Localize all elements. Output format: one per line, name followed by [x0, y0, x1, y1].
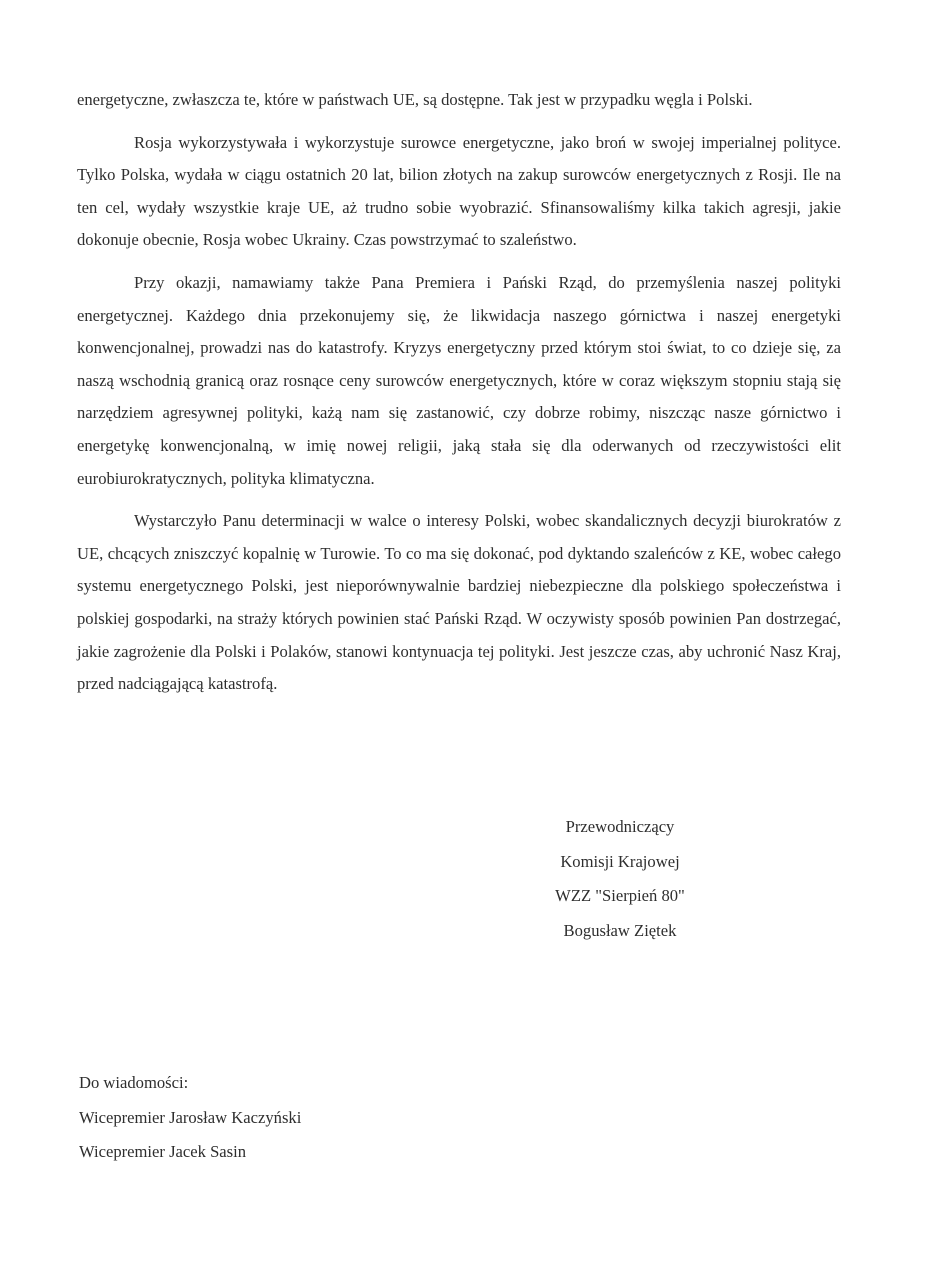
cc-block	[79, 1066, 301, 1170]
signature-block	[520, 810, 720, 948]
signature-body: Komisji Krajowej	[560, 851, 680, 871]
paragraph-russia-energy: Rosja wykorzystywała i wykorzystuje surowce energetyczne, jako broń w swojej imperialnej polityce. Tylko Polska, wydała w ciągu ostatnich 20 lat, bilion złotych na zakup surowców energetycznych z Rosji. Ile na ten cel, wydały wszystkie kraje UE, aż trudno sobie wyobrazić. Sfinansowaliśmy kilka takich agresji, jakie dokonuje obecnie, Rosja wobec Ukrainy. Czas powstrzymać to szaleństwo.	[77, 132, 841, 250]
cc-heading: Do wiadomości:	[79, 1073, 189, 1092]
cc-recipient: Wicepremier Jacek Sasin	[79, 1142, 247, 1161]
signature-title: Przewodniczący	[565, 817, 675, 836]
cc-recipient: Wicepremier Jarosław Kaczyński	[79, 1107, 302, 1127]
paragraph-continuation: energetyczne, zwłaszcza te, które w państwach UE, są dostępne. Tak jest w przypadku węgla i Polski.	[77, 90, 753, 109]
signature-name: Bogusław Ziętek	[563, 920, 677, 940]
paragraph-energy-policy: Przy okazji, namawiamy także Pana Premiera i Pański Rząd, do przemyślenia naszej polityki energetycznej. Każdego dnia przekonujemy się, że likwidacja naszego górnictwa i naszej energetyki konwencjonalnej, prowadzi nas do katastrofy. Kryzys energetyczny przed którym stoi świat, to co dzieje się, za naszą wschodnią granicą oraz rosnące ceny surowców energetycznych, które w coraz większym stopniu stają się narzędziem agresywnej polityki, każą nam się zastanowić, czy dobrze robimy, niszcząc nasze górnictwo i energetykę konwencjonalną, w imię nowej religii, jaką stała się dla oderwanych od rzeczywistości elit eurobiurokratycznych, polityka klimatyczna.	[77, 272, 841, 488]
signature-organization: WZZ "Sierpień 80"	[555, 886, 685, 905]
letter-body	[77, 84, 841, 711]
paragraph-turow: Wystarczyło Panu determinacji w walce o interesy Polski, wobec skandalicznych decyzji biurokratów z UE, chcących zniszczyć kopalnię w Turowie. To co ma się dokonać, pod dyktando szaleńców z KE, wobec całego systemu energetycznego Polski, jest nieporównywalnie bardziej niebezpieczne dla polskiego społeczeństwa i polskiej gospodarki, na straży których powinien stać Pański Rząd. W oczywisty sposób powinien Pan dostrzegać, jakie zagrożenie dla Polski i Polaków, stanowi kontynuacja tej polityki. Jest jeszcze czas, aby uchronić Nasz Kraj, przed nadciągającą katastrofą.	[77, 511, 841, 694]
